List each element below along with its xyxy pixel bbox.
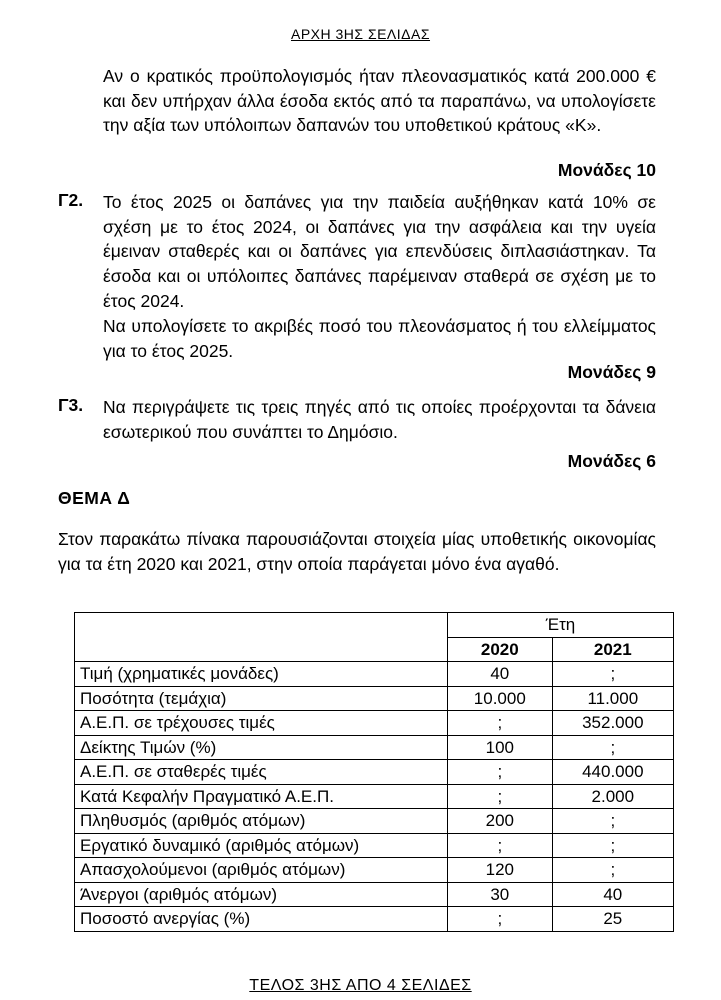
g3-text: Να περιγράψετε τις τρεις πηγές από τις οποίες προέρχονται τα δάνεια εσωτερικού που συνάπτει το Δημόσιο. [103,397,656,442]
row-label: Άνεργοι (αριθμός ατόμων) [75,882,448,907]
cell-2020: ; [448,833,553,858]
table-row [75,809,674,834]
cell-2021: 440.000 [552,760,673,785]
table-row [75,760,674,785]
cell-2021: ; [552,809,673,834]
cell-2021: ; [552,833,673,858]
row-label: Πληθυσμός (αριθμός ατόμων) [75,809,448,834]
g2-text: Το έτος 2025 οι δαπάνες για την παιδεία αυξήθηκαν κατά 10% σε σχέση με το έτος 2024, οι δαπάνες για την ασφάλεια και την υγεία έμειναν σταθερές και οι δαπάνες για επενδύσεις διπλασιάστηκαν. Τα έσοδα και οι υπόλοιπες δαπάνες παρέμειναν σταθερά σε σχέση με το έτος 2024. [103,192,656,311]
table-row [75,907,674,932]
g2-marks: Μονάδες 9 [567,362,656,382]
cell-2020: 30 [448,882,553,907]
cell-2020: 100 [448,735,553,760]
row-label: Εργατικό δυναμικό (αριθμός ατόμων) [75,833,448,858]
g2-text-2: Να υπολογίσετε το ακριβές ποσό του πλεονάσματος ή του ελλείμματος για το έτος 2025. [103,316,656,361]
page-header [0,26,721,42]
cell-2020: 200 [448,809,553,834]
cell-2021: ; [552,735,673,760]
cell-2021: 2.000 [552,784,673,809]
g1-text: Αν ο κρατικός προϋπολογισμός ήταν πλεονασματικός κατά 200.000 € και δεν υπήρχαν άλλα έσοδα εκτός από τα παραπάνω, να υπολογίσετε την αξία των υπόλοιπων δαπανών του υποθετικού κράτους «Κ». [103,66,656,136]
section-title: ΘΕΜΑ Δ [58,488,131,508]
g2-label: Γ2. [58,190,84,210]
table-row [75,833,674,858]
col-2021-header: 2021 [552,637,673,662]
table-row [75,711,674,736]
g3-label: Γ3. [58,395,84,415]
row-label: Ποσοστό ανεργίας (%) [75,907,448,932]
g3-marks: Μονάδες 6 [567,451,656,471]
cell-2021: ; [552,858,673,883]
row-label: Κατά Κεφαλήν Πραγματικό Α.Ε.Π. [75,784,448,809]
table-row [75,858,674,883]
cell-2020: 40 [448,662,553,687]
row-label: Ποσότητα (τεμάχια) [75,686,448,711]
cell-2020: 120 [448,858,553,883]
table-row [75,784,674,809]
table-row [75,686,674,711]
cell-2020: ; [448,907,553,932]
table-row [75,882,674,907]
cell-2020: ; [448,760,553,785]
table-row [75,662,674,687]
cell-2021: ; [552,662,673,687]
cell-2021: 11.000 [552,686,673,711]
row-label: Δείκτης Τιμών (%) [75,735,448,760]
page-footer [0,977,721,995]
intro-text: Στον παρακάτω πίνακα παρουσιάζονται στοιχεία μίας υποθετικής οικονομίας για τα έτη 2020 και 2021, στην οποία παράγεται μόνο ένα αγαθό. [58,529,656,574]
data-table [74,612,674,932]
cell-2020: 10.000 [448,686,553,711]
row-label: Τιμή (χρηματικές μονάδες) [75,662,448,687]
page-header-text: ΑΡΧΗ 3ΗΣ ΣΕΛΙΔΑΣ [290,26,431,42]
page-footer-text: ΤΕΛΟΣ 3ΗΣ ΑΠΟ 4 ΣΕΛΙΔΕΣ [249,977,472,994]
row-label: Α.Ε.Π. σε τρέχουσες τιμές [75,711,448,736]
row-label: Απασχολούμενοι (αριθμός ατόμων) [75,858,448,883]
cell-2021: 40 [552,882,673,907]
col-2020-header: 2020 [448,637,553,662]
cell-2021: 25 [552,907,673,932]
row-label: Α.Ε.Π. σε σταθερές τιμές [75,760,448,785]
table-empty-header-cell [75,613,448,662]
table-row [75,735,674,760]
g1-marks: Μονάδες 10 [557,160,656,180]
cell-2020: ; [448,784,553,809]
table-header-row-1 [75,613,674,638]
cell-2021: 352.000 [552,711,673,736]
years-header: Έτη [448,613,674,638]
cell-2020: ; [448,711,553,736]
